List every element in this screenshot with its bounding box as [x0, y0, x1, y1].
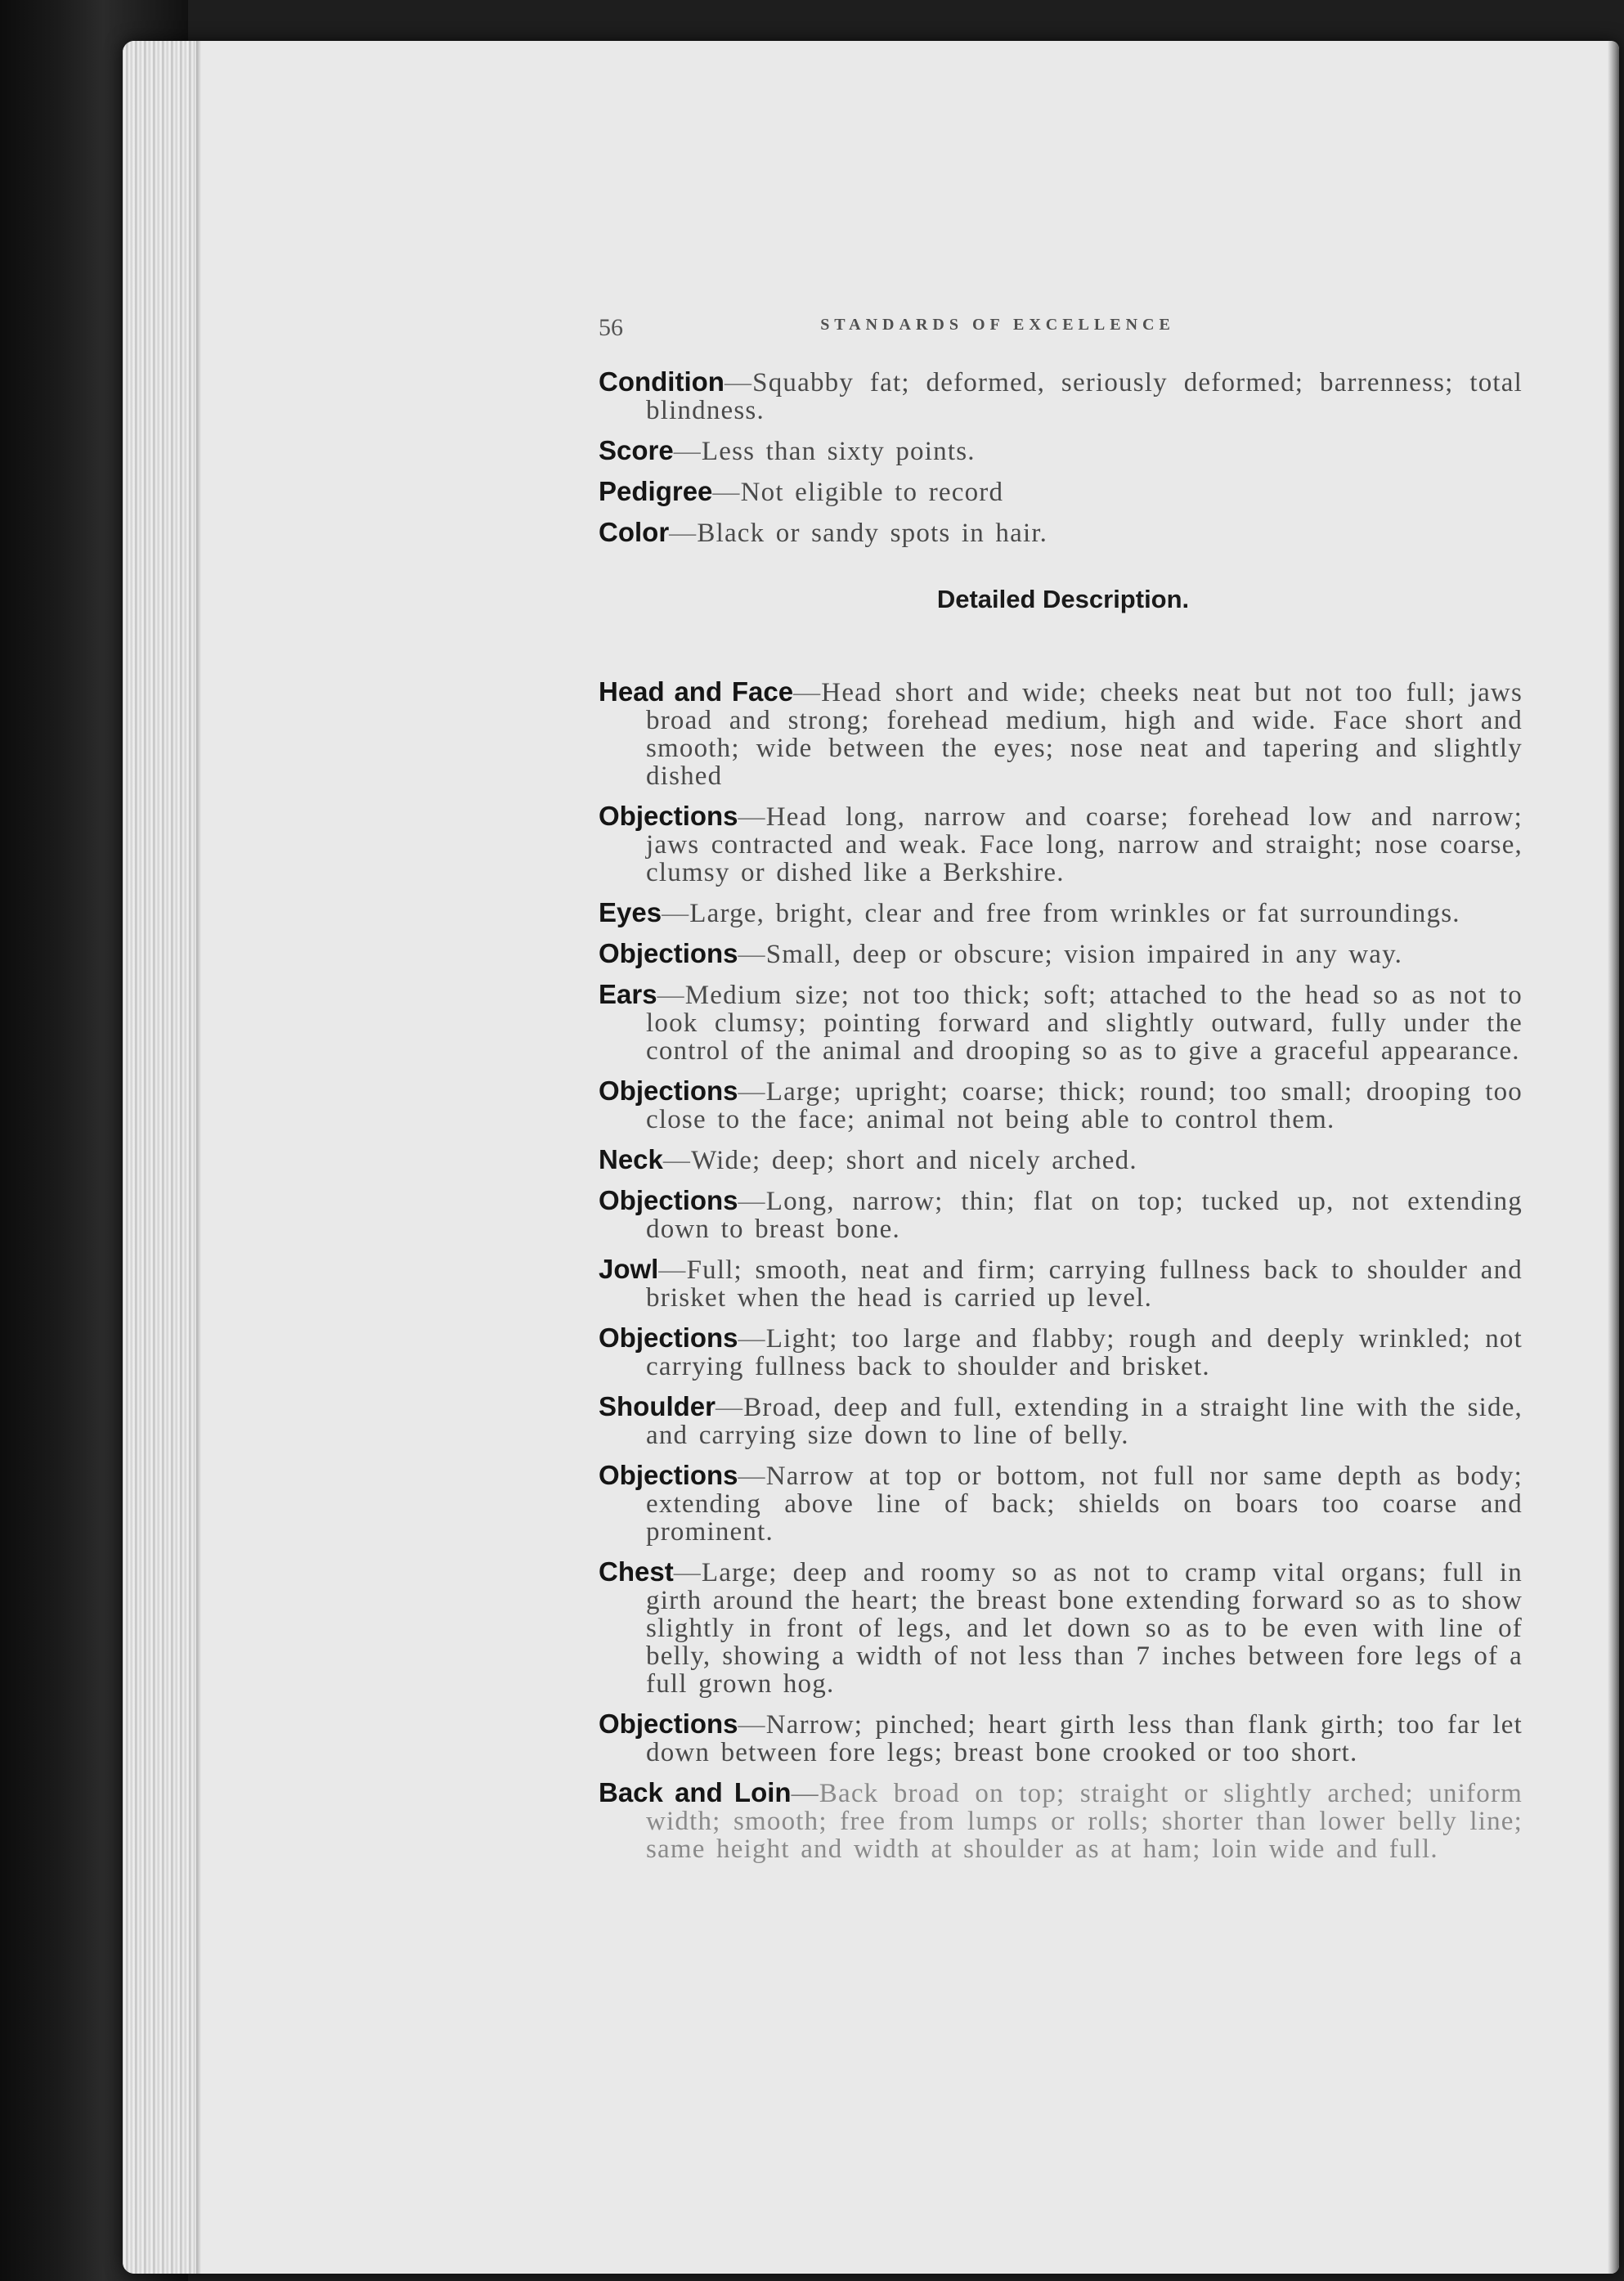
- entry-objections: Objections—Long, narrow; thin; flat on top; tucked up, not extending down to breast bone.: [599, 1185, 1523, 1244]
- entry-text: Full; smooth, neat and firm; carrying fullness back to shoulder and brisket when the head is carried up level.: [646, 1255, 1523, 1313]
- entry-objections: Objections—Narrow at top or bottom, not full nor same depth as body; extending above line of back; shields on boars too coarse and prominent.: [599, 1460, 1523, 1547]
- top-entries: [474, 368, 1523, 547]
- entry-text: Black or sandy spots in hair.: [697, 519, 1048, 548]
- entry-term: Objections: [599, 1075, 738, 1106]
- entry-term: Jowl: [599, 1254, 659, 1284]
- entry-term: Ears: [599, 979, 657, 1009]
- entry-text: Light; too large and flabby; rough and deeply wrinkled; not carrying fullness back to shoulder and brisket.: [646, 1324, 1523, 1381]
- page-stack-edges: [123, 41, 196, 2274]
- book-page: [123, 41, 1619, 2274]
- entry-term: Shoulder: [599, 1391, 716, 1421]
- entry-text: Back broad on top; straight or slightly arched; uniform width; smooth; free from lumps or rolls; shorter than lower belly line; same height and width at shoulder as at ham; loin wide and full.: [646, 1779, 1523, 1864]
- entry-text: Large; upright; coarse; thick; round; too small; drooping too close to the face; animal not being able to control them.: [646, 1077, 1523, 1134]
- entry-text: Large, bright, clear and free from wrinkles or fat surroundings.: [689, 899, 1460, 928]
- entry-text: Wide; deep; short and nicely arched.: [691, 1146, 1137, 1175]
- running-head: [474, 303, 1521, 352]
- entry-score: Score—Less than sixty points.: [599, 435, 976, 466]
- detailed-entries: [474, 678, 1523, 1863]
- entry-text: Medium size; not too thick; soft; attached to the head so as not to look clumsy; pointing forward and slightly outward, fully under the control of the animal and drooping so as to give a graceful appearance.: [646, 981, 1523, 1066]
- entry-term: Chest: [599, 1556, 674, 1587]
- entry-term: Objections: [599, 1322, 738, 1353]
- entry-objections: Objections—Light; too large and flabby; rough and deeply wrinkled; not carrying fullness back to shoulder and brisket.: [599, 1322, 1523, 1381]
- entry-ears: Ears—Medium size; not too thick; soft; attached to the head so as not to look clumsy; pointing forward and slightly outward, fully under the control of the animal and drooping so as to give a graceful appearance.: [599, 979, 1523, 1066]
- entry-objections: Objections—Large; upright; coarse; thick; round; too small; drooping too close to the face; animal not being able to control them.: [599, 1075, 1523, 1134]
- entry-objections: Objections—Head long, narrow and coarse; forehead low and narrow; jaws contracted and weak. Face long, narrow and straight; nose coarse, clumsy or dished like a Berkshire.: [599, 801, 1523, 887]
- entry-term: Objections: [599, 801, 738, 831]
- entry-text: Broad, deep and full, extending in a straight line with the side, and carrying size down to line of belly.: [646, 1393, 1523, 1450]
- entry-eyes: Eyes—Large, bright, clear and free from wrinkles or fat surroundings.: [599, 897, 1460, 928]
- running-head-title: STANDARDS OF EXCELLENCE: [820, 316, 1175, 334]
- entry-objections: Objections—Narrow; pinched; heart girth less than flank girth; too far let down between fore legs; breast bone crooked or too short.: [599, 1709, 1523, 1767]
- entry-text: Large; deep and roomy so as not to cramp vital organs; full in girth around the heart; the breast bone extending forward so as to show slightly in front of legs, and let down so as to be even with line of belly, showing a width of not less than 7 inches between fore legs of a full grown hog.: [646, 1558, 1523, 1699]
- entry-color: Color—Black or sandy spots in hair.: [599, 517, 1048, 548]
- entry-term: Objections: [599, 1709, 738, 1739]
- section-heading: Detailed Description.: [936, 585, 1190, 613]
- entry-text: Narrow; pinched; heart girth less than flank girth; too far let down between fore legs; breast bone crooked or too short.: [646, 1710, 1523, 1767]
- entry-term: Score: [599, 435, 674, 465]
- entry-term: Objections: [599, 1460, 738, 1490]
- entry-text: Less than sixty points.: [701, 437, 976, 466]
- entry-text: Head short and wide; cheeks neat but not too full; jaws broad and strong; forehead medium, high and wide. Face short and smooth; wide between the eyes; nose neat and tapering and slightly dished: [646, 678, 1523, 791]
- entry-head-and-face: Head and Face—Head short and wide; cheeks neat but not too full; jaws broad and strong; forehead medium, high and wide. Face short and smooth; wide between the eyes; nose neat and tapering and slightly dished: [599, 676, 1523, 791]
- entry-shoulder: Shoulder—Broad, deep and full, extending in a straight line with the side, and carrying size down to line of belly.: [599, 1391, 1523, 1450]
- entry-term: Back and Loin: [599, 1777, 792, 1807]
- entry-back-and-loin: Back and Loin—Back broad on top; straight or slightly arched; uniform width; smooth; free from lumps or rolls; shorter than lower belly line; same height and width at shoulder as at ham; loin wide and full.: [599, 1777, 1523, 1864]
- entry-term: Objections: [599, 938, 738, 968]
- entry-text: Head long, narrow and coarse; forehead low and narrow; jaws contracted and weak. Face long, narrow and straight; nose coarse, clumsy or dished like a Berkshire.: [646, 802, 1523, 887]
- entry-term: Condition: [599, 366, 725, 397]
- entry-term: Eyes: [599, 897, 662, 927]
- entry-chest: Chest—Large; deep and roomy so as not to cramp vital organs; full in girth around the heart; the breast bone extending forward so as to show slightly in front of legs, and let down so as to be even with line of belly, showing a width of not less than 7 inches between fore legs of a full grown hog.: [599, 1556, 1523, 1699]
- entry-term: Objections: [599, 1185, 738, 1215]
- entry-objections: Objections—Small, deep or obscure; vision impaired in any way.: [599, 938, 1403, 969]
- entry-term: Neck: [599, 1144, 663, 1174]
- entry-text: Narrow at top or bottom, not full nor same depth as body; extending above line of back; shields on boars too coarse and prominent.: [646, 1462, 1523, 1547]
- entry-text: Small, deep or obscure; vision impaired in any way.: [765, 940, 1403, 969]
- entry-neck: Neck—Wide; deep; short and nicely arched.: [599, 1144, 1137, 1175]
- entry-pedigree: Pedigree—Not eligible to record: [599, 476, 1004, 507]
- entry-condition: Condition—Squabby fat; deformed, seriously deformed; barrenness; total blindness.: [599, 366, 1523, 425]
- page-content: [474, 303, 1521, 1875]
- entry-term: Color: [599, 517, 670, 547]
- entry-text: Long, narrow; thin; flat on top; tucked up, not extending down to breast bone.: [646, 1187, 1523, 1244]
- page-number: 56: [599, 314, 623, 341]
- entry-jowl: Jowl—Full; smooth, neat and firm; carrying fullness back to shoulder and brisket when the head is carried up level.: [599, 1254, 1523, 1313]
- page-right-edge: [1608, 41, 1619, 2274]
- entry-text: Squabby fat; deformed, seriously deformed; barrenness; total blindness.: [646, 368, 1523, 425]
- entry-text: Not eligible to record: [740, 478, 1004, 507]
- entry-term: Pedigree: [599, 476, 713, 506]
- entry-term: Head and Face: [599, 676, 794, 707]
